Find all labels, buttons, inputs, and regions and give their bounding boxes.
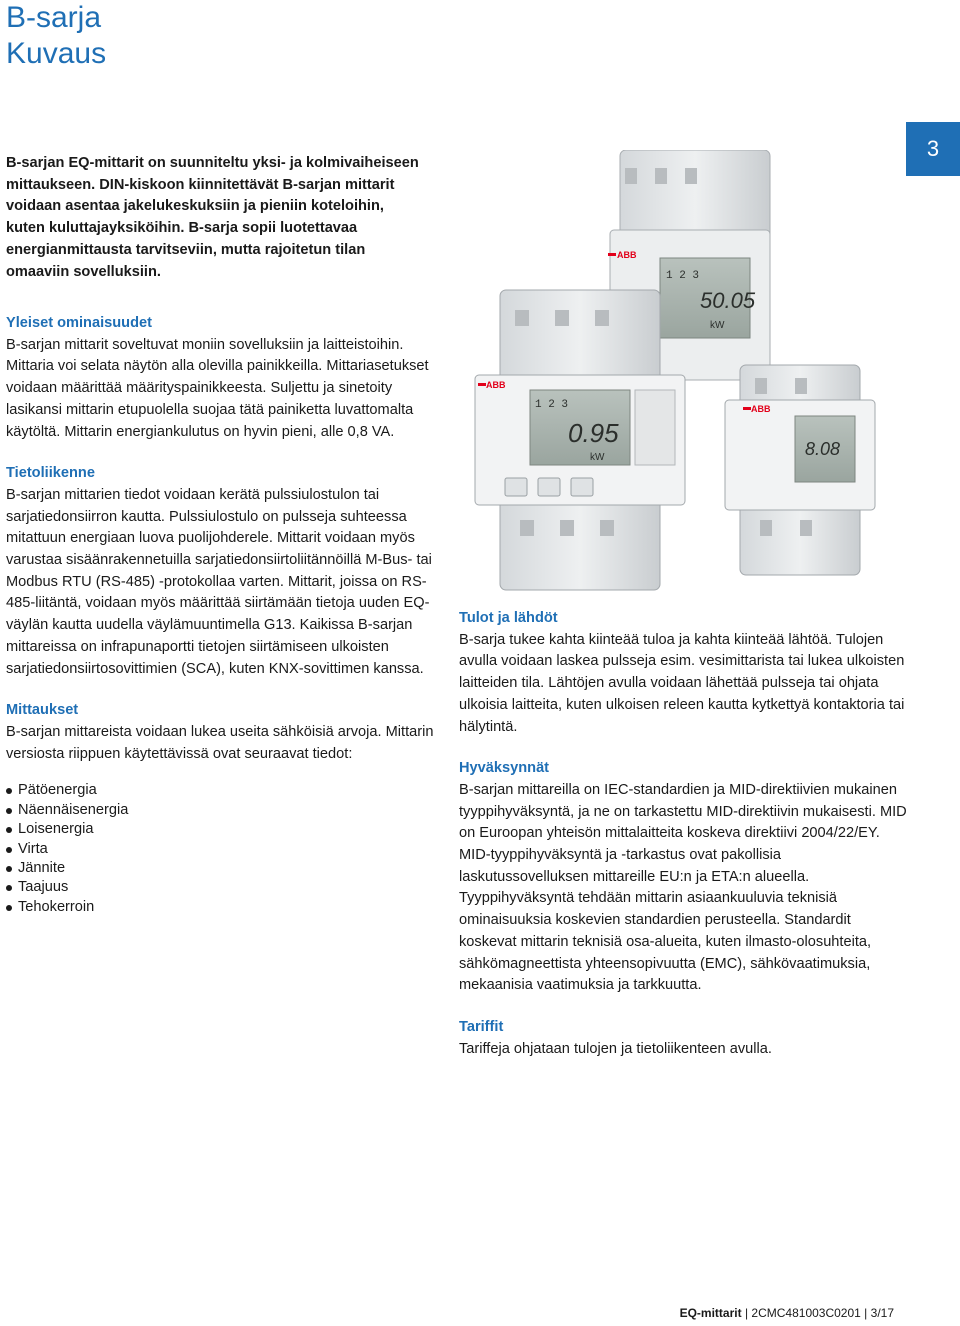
list-item: Tehokerroin (6, 898, 434, 917)
right-column (459, 608, 909, 1080)
lcd-digits: 1 2 3 (535, 399, 569, 411)
list-item: Pätöenergia (6, 781, 434, 800)
meter-large (475, 290, 685, 590)
intro-paragraph: B-sarjan EQ-mittarit on suunniteltu yksi- ja kolmivaiheiseen mittaukseen. DIN-kiskoon kiinnitettävät B-sarjan mittarit voidaan asentaa jakelukeskuksiin ja pieniin koteloihin, kuten kuluttajayksiköihin. B-sarja sopii luotettavaa energianmittausta tarvitseviin, mutta rajoitetun tilan omaaviin sovelluksiin. (6, 155, 419, 280)
section-body: B-sarjan mittarien tiedot voidaan kerätä pulssiulostulon tai sarjatiedonsiirron kautta. Pulssiulostulo on pulsseja suhteessa mitattuun energiaan luova puolijohderele. Mittarit voidaan myös varustaa sisäänrakennetuilla sarjatiedonsiirtoliitännöillä M-Bus- tai Modbus RTU (RS-485) -protokollaa varten. Mittarit, joissa on RS-485-liitäntä, voidaan myös määrittää siirtämään tietoja uuden EQ-väylän kautta uudella väylämuuntimella G13. Kaikissa B-sarjan mittareissa on infrapunaportti tietojen siirtämiseen ulkoisten sarjatiedonsiirtosovittimien (SCA), kuten KNX-sovittimen kanssa. (6, 486, 432, 677)
title-line-2: Kuvaus (6, 37, 107, 70)
measurement-list (6, 781, 434, 917)
meter-small (725, 365, 875, 575)
brand-logo: ABB (751, 404, 771, 414)
section-body: B-sarjan mittarit soveltuvat moniin sovelluksiin ja laitteistoihin. Mittaria voi selata näytön alla olevilla painikkeilla. Mittariasetukset voidaan määrittää määrityspainikkeesta. Suljettu ja sinetoity lasikansi mittarin etupuolella suojaa tätä painiketta luvattomalta käytöltä. Mittarin energiankulutus on hyvin pieni, alle 0,8 VA. (6, 336, 429, 440)
section-body: B-sarja tukee kahta kiinteää tuloa ja kahta kiinteää lähtöä. Tulojen avulla voidaan laskea pulsseja esim. vesimittarista tai lukea ulkoisten laitteiden tila. Lähtöjen avulla voidaan lähettää pulsseja tai ohjata ulkoisia laitteita, kuten ulkoisen releen kautta kytkettyä kontaktoria tai hälytintä. (459, 631, 905, 735)
lcd-reading: 0.95 (568, 418, 619, 448)
brand-logo: ABB (486, 380, 506, 390)
section-body: Tariffeja ohjataan tulojen ja tietoliikenteen avulla. (459, 1040, 772, 1057)
section-heading: Yleiset ominaisuudet (6, 315, 152, 331)
product-photo-meters (460, 150, 920, 605)
footer-sep: | (864, 1306, 868, 1320)
list-item: Näennäisenergia (6, 801, 434, 820)
section-heading: Mittaukset (6, 702, 79, 719)
left-column (6, 313, 434, 937)
footer-page-number: 3/17 (870, 1306, 894, 1320)
lcd-reading: 50.05 (700, 288, 756, 313)
section-inputs-outputs (459, 608, 909, 738)
footer-sep: | (744, 1306, 749, 1320)
section-heading: Tariffit (459, 1018, 504, 1035)
title-line-1: B-sarja (6, 1, 102, 34)
section-heading: Hyväksynnät (459, 760, 550, 777)
section-approvals (459, 758, 909, 997)
list-item: Virta (6, 840, 434, 859)
section-general-features (6, 313, 434, 443)
lcd-reading: 8.08 (805, 439, 841, 459)
list-item: Taajuus (6, 878, 434, 897)
section-heading: Tulot ja lähdöt (459, 610, 558, 626)
section-communication (6, 463, 434, 680)
brand-logo: ABB (617, 250, 637, 260)
list-item: Loisenergia (6, 820, 434, 839)
section-tariffs (459, 1017, 909, 1060)
section-measurements (6, 700, 434, 917)
lcd-digits: 1 2 3 (666, 270, 700, 282)
lcd-unit: kW (710, 320, 725, 331)
footer-product: EQ-mittarit (679, 1306, 742, 1320)
section-tab: 3 (906, 122, 960, 176)
list-item: Jännite (6, 859, 434, 878)
section-body: B-sarjan mittareista voidaan lukea useita sähköisiä arvoja. Mittarin versiosta riippuen käytettävissä ovat seuraavat tiedot: (6, 723, 434, 762)
page-footer (680, 1306, 894, 1320)
section-heading: Tietoliikenne (6, 465, 95, 482)
page-title (6, 0, 106, 72)
footer-doc-id: 2CMC481003C0201 (751, 1306, 861, 1320)
section-body: B-sarjan mittareilla on IEC-standardien ja MID-direktiivien mukainen tyyppihyväksyntä, ja ne on tarkastettu MID-direktiivin mukaisesti. MID on Euroopan yhteisön mittalaitteita koskeva direktiivi 2004/22/EY. MID-tyyppihyväksyntä ja -tarkastus ovat pakollisia laskutussovelluksen mittareille EU:n ja ETA:n alueella. Tyyppihyväksyntä tehdään mittarin asiaankuuluvia teknisiä ominaisuuksia koskevien standardien perusteella. Standardit koskevat mittarin teknisiä osa-alueita, kuten ilmasto-olosuhteita, sähkömagneettista yhteensopivuutta (EMC), sähkövaatimuksia, mekaanisia vaatimuksia ja tarkkuutta. (459, 781, 907, 994)
lcd-unit: kW (590, 452, 605, 463)
